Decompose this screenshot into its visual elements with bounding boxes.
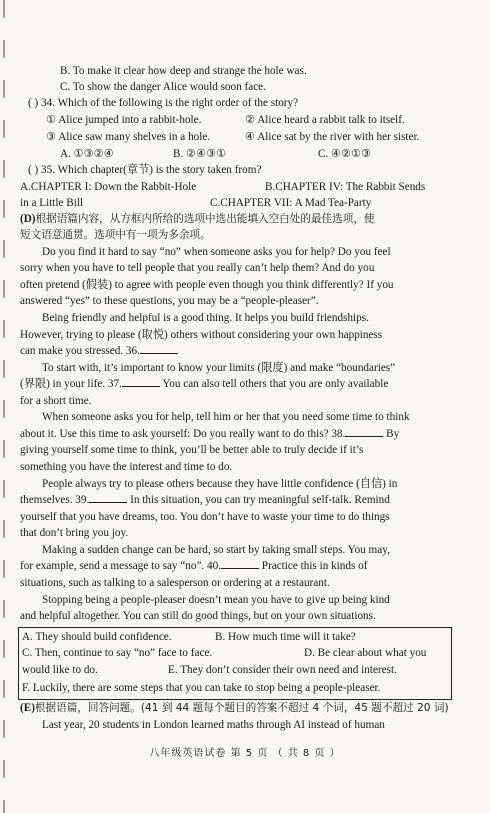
para7-line2: and helpful altogether. You can still do good things, but on your own situations. xyxy=(20,610,376,622)
para6-line2-end: Practice this in kinds of xyxy=(261,560,368,572)
q34-event-4: ④ Alice sat by the river with her sister. xyxy=(245,131,420,143)
q34-event-1: ① Alice jumped into a rabbit-hole. xyxy=(46,114,202,126)
para2-line1: Being friendly and helpful is a good thing. It helps you build friendships. xyxy=(42,312,369,324)
para2-line3 xyxy=(20,343,178,359)
q35-option-b-cont: in a Little Bill xyxy=(20,197,84,209)
q34-option-a: A. ①③②④ xyxy=(60,148,114,160)
para4-line3: giving yourself some time to think, you’ll be better able to truly decide if it’s xyxy=(20,444,364,456)
blank-36 xyxy=(140,343,178,354)
section-d-instruction-1: 根据语篇内容，从方框内所给的选项中选出能填入空白处的最佳选项，使 xyxy=(35,213,375,225)
para4-line2 xyxy=(20,426,399,442)
para4-line4: something you have the interest and time to do. xyxy=(20,461,233,473)
option-d: D. Be clear about what you xyxy=(304,647,427,659)
option-e: E. They don’t consider their own need and interest. xyxy=(168,664,397,676)
option-b: B. How much time will it take? xyxy=(215,631,356,643)
option-f: F. Luckily, there are some steps that you can take to stop being a people-pleaser. xyxy=(22,682,381,694)
q34-stem: ( ) 34. Which of the following is the right order of the story? xyxy=(28,97,299,109)
q35-option-b: B.CHAPTER IV: The Rabbit Sends xyxy=(265,181,426,193)
para6-line3: situations, such as talking to a salesperson or ordering at a restaurant. xyxy=(20,577,330,589)
para3-line3: for a short time. xyxy=(20,395,92,407)
q34-event-3: ③ Alice saw many shelves in a hole. xyxy=(46,131,211,143)
para5-line2 xyxy=(20,492,390,508)
option-a: A. They should build confidence. xyxy=(22,631,172,643)
para4-line2-end: By xyxy=(386,428,400,440)
q34-option-b: B. ②④③① xyxy=(173,148,227,160)
para3-line2-start: (界限) in your life. 37. xyxy=(20,378,122,390)
section-d-instruction-2: 短文语意通贯。选项中有一项为多余项。 xyxy=(20,229,211,241)
para5-line2-start: themselves. 39. xyxy=(20,494,90,506)
para4-line2-start: about it. Use this time to ask yourself: Do you really want to do this? 38. xyxy=(20,428,346,440)
section-e-label: (E) xyxy=(20,702,35,714)
q33-option-b: B. To make it clear how deep and strange the hole was. xyxy=(60,65,307,77)
para2-line3-text: can make you stressed. 36. xyxy=(20,345,140,357)
para1-line4: answered “yes” to these questions, you may be a “people-pleaser”. xyxy=(20,295,319,307)
q35-option-c: C.CHAPTER VII: A Mad Tea-Party xyxy=(210,197,372,209)
blank-39 xyxy=(89,492,127,503)
option-c: C. Then, continue to say “no” face to face. xyxy=(22,647,213,659)
para6-line2 xyxy=(20,558,367,574)
para6-line2-start: for example, send a message to say “no”. 40. xyxy=(20,560,221,572)
q34-event-2: ② Alice heard a rabbit talk to itself. xyxy=(245,114,405,126)
para5-line2-end: In this situation, you can try meaningful self-talk. Remind xyxy=(130,494,390,506)
q35-stem: ( ) 35. Which chapter(章节) is the story taken from? xyxy=(28,164,262,176)
para5-line3: yourself that you have dreams, too. You don’t have to waste your time to do things xyxy=(20,511,390,523)
para5-line1: People always try to please others because they have little confidence (自信) in xyxy=(42,478,398,490)
para3-line2 xyxy=(20,376,388,392)
para2-line2: However, trying to please (取悦) others without considering your own happiness xyxy=(20,329,383,341)
blank-37 xyxy=(122,376,160,387)
para4-line1: When someone asks you for help, tell him or her that you need some time to think xyxy=(42,411,410,423)
section-e-instruction: 根据语篇，回答问题。(41 到 44 题每个题目的答案不超过 4 个词，45 题不超过 20 词) xyxy=(34,702,449,714)
para3-line2-end: You can also tell others that you are only available xyxy=(162,378,389,390)
q35-option-a: A.CHAPTER I: Down the Rabbit-Hole xyxy=(20,181,197,193)
section-d-heading xyxy=(20,211,375,227)
q34-option-c: C. ④②①③ xyxy=(318,148,372,160)
section-d-label: (D) xyxy=(20,213,36,225)
para7-line1: Stopping being a people-pleaser doesn’t mean you have to give up being kind xyxy=(42,594,390,606)
para5-line4: that don’t bring you joy. xyxy=(20,527,129,539)
option-d-cont: would like to do. xyxy=(22,664,98,676)
binding-margin-marks xyxy=(3,0,5,813)
section-e-para1: Last year, 20 students in London learned maths through AI instead of human xyxy=(42,719,385,731)
q33-option-c: C. To show the danger Alice would soon face. xyxy=(60,81,266,93)
page-footer: 八年级英语试卷 第 5 页 （ 共 8 页 ） xyxy=(149,748,341,759)
para6-line1: Making a sudden change can be hard, so start by taking small steps. You may, xyxy=(42,544,390,556)
blank-40 xyxy=(221,558,259,569)
blank-38 xyxy=(345,426,383,437)
para3-line1: To start with, it’s important to know your limits (限度) and make “boundaries” xyxy=(42,362,396,374)
para1-line2: sorry when you have to tell people that you really can’t help them? And do you xyxy=(20,262,375,274)
section-e-heading xyxy=(20,700,449,716)
para1-line1: Do you find it hard to say “no” when someone asks you for help? Do you feel xyxy=(42,246,391,258)
para1-line3: often pretend (假装) to agree with people even though you think differently? If you xyxy=(20,279,394,291)
